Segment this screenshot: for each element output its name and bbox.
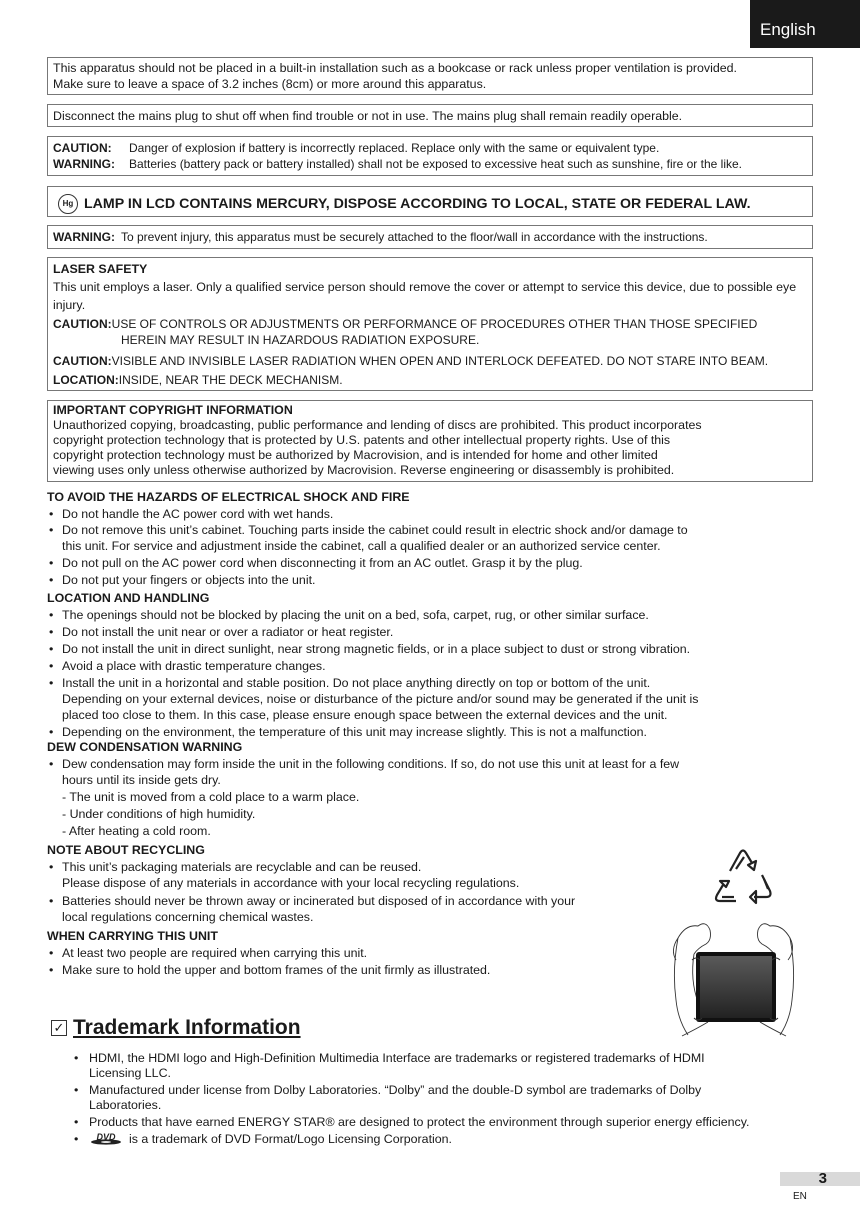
laser-caution2-label: CAUTION: (53, 354, 112, 368)
dew-section (47, 739, 807, 839)
dvd-text: is a trademark of DVD Format/Logo Licensing Corporation. (129, 1132, 452, 1146)
list-item: • DVD is a trademark of DVD Format/Logo Licensing Corporation. (74, 1132, 452, 1146)
item-line: Do not put your fingers or objects into the unit. (62, 573, 316, 587)
item-line: Do not install the unit near or over a radiator or heat register. (62, 625, 394, 639)
list-item: • The openings should not be blocked by placing the unit on a bed, sofa, carpet, rug, or other similar surface. (49, 608, 649, 622)
location-title: LOCATION AND HANDLING (47, 591, 210, 605)
list-item: • Dew condensation may form inside the unit in the following conditions. If so, do not use this unit at least for a few hours until its inside gets dry. - The unit is moved from a cold place to a warm place. - Under conditions of high humidity. - After heating a cold room. (49, 757, 680, 838)
item-line: Licensing LLC. (89, 1066, 171, 1080)
item-line: Do not pull on the AC power cord when disconnecting it from an AC outlet. Grasp it by the plug. (62, 556, 583, 570)
item-line: Do not handle the AC power cord with wet hands. (62, 507, 334, 521)
shock-title: TO AVOID THE HAZARDS OF ELECTRICAL SHOCK AND FIRE (47, 490, 410, 504)
item-line: - After heating a cold room. (62, 824, 211, 838)
list-item: • Do not pull on the AC power cord when disconnecting it from an AC outlet. Grasp it by the plug. (49, 556, 583, 570)
mercury-text: LAMP IN LCD CONTAINS MERCURY, DISPOSE ACCORDING TO LOCAL, STATE OR FEDERAL LAW. (84, 195, 751, 212)
battery-caution-label: CAUTION: (53, 141, 112, 155)
mount-warning (47, 225, 813, 249)
list-item: • Do not install the unit near or over a radiator or heat register. (49, 625, 394, 639)
trademark-list (72, 1051, 814, 1149)
laser-body: This unit employs a laser. Only a qualified service person should remove the cover or attempt to service this device, due to possible eye injury. (53, 280, 797, 312)
item-line: - The unit is moved from a cold place to a warm place. (62, 790, 360, 804)
mercury-notice (47, 186, 813, 217)
trademark-title: Trademark Information (73, 1016, 301, 1039)
item-line: - Under conditions of high humidity. (62, 807, 256, 821)
page-number: 3 (780, 1172, 860, 1186)
copyright-line-3: copyright protection technology must be authorized by Macrovision, and is intended for home and other limited (53, 448, 658, 462)
copyright-line-2: copyright protection technology that is protected by U.S. patents and other intellectual property rights. Use of this (53, 433, 671, 447)
list-item: • Do not remove this unit’s cabinet. Touching parts inside the cabinet could result in electric shock and/or damage to this unit. For service and adjustment inside the cabinet, call a qualified dealer or an authorized service center. (49, 523, 688, 553)
list-item: • Make sure to hold the upper and bottom frames of the unit firmly as illustrated. (49, 963, 491, 977)
list-item: • This unit’s packaging materials are recyclable and can be reused. Please dispose of any materials in accordance with your local recycling regulations. (49, 860, 520, 890)
laser-location-label: LOCATION: (53, 373, 119, 387)
carrying-section (47, 928, 647, 978)
list-item: • Do not handle the AC power cord with wet hands. (49, 507, 334, 521)
item-line: hours until its inside gets dry. (62, 773, 221, 787)
list-item: • HDMI, the HDMI logo and High-Definition Multimedia Interface are trademarks or registered trademarks of HDMI Licensing LLC. (74, 1051, 705, 1080)
mount-warning-text: To prevent injury, this apparatus must be securely attached to the floor/wall in accordance with the instructions. (121, 230, 708, 244)
laser-caution1-label: CAUTION: (53, 317, 112, 331)
mercury-icon: Hg (58, 194, 78, 214)
item-line: Products that have earned ENERGY STAR® are designed to protect the environment through superior energy efficiency. (89, 1115, 750, 1129)
recycle-icon (708, 843, 778, 913)
ventilation-line-2: Make sure to leave a space of 3.2 inches (8cm) or more around this apparatus. (53, 77, 487, 91)
item-line: At least two people are required when carrying this unit. (62, 946, 368, 960)
item-line: Depending on the environment, the temperature of this unit may increase slightly. This is not a malfunction. (62, 725, 647, 739)
item-line: Avoid a place with drastic temperature changes. (62, 659, 326, 673)
page-language: EN (793, 1191, 807, 1202)
battery-notice (47, 136, 813, 176)
recycling-section (47, 842, 667, 925)
dvd-logo-icon (89, 1132, 123, 1145)
carrying-title: WHEN CARRYING THIS UNIT (47, 929, 218, 943)
mains-notice (47, 104, 813, 127)
item-line: Do not remove this unit’s cabinet. Touching parts inside the cabinet could result in electric shock and/or damage to (62, 523, 688, 537)
list-item: • Do not put your fingers or objects into the unit. (49, 573, 316, 587)
item-line: Manufactured under license from Dolby Laboratories. “Dolby” and the double-D symbol are trademarks of Dolby (89, 1083, 702, 1097)
item-line: This unit’s packaging materials are recyclable and can be reused. (62, 860, 422, 874)
battery-caution-text: Danger of explosion if battery is incorrectly replaced. Replace only with the same or equivalent type. (129, 141, 660, 155)
laser-caution2-text: VISIBLE AND INVISIBLE LASER RADIATION WHEN OPEN AND INTERLOCK DEFEATED. DO NOT STARE INTO BEAM. (111, 354, 769, 368)
mount-warning-label: WARNING: (53, 230, 115, 244)
list-item: • Do not install the unit in direct sunlight, near strong magnetic fields, or in a place subject to dust or strong vibration. (49, 642, 691, 656)
item-line: Depending on your external devices, noise or disturbance of the picture and/or sound may be generated if the unit is (62, 692, 699, 706)
item-line: HDMI, the HDMI logo and High-Definition Multimedia Interface are trademarks or registered trademarks of HDMI (89, 1051, 705, 1065)
list-item: • Manufactured under license from Dolby Laboratories. “Dolby” and the double-D symbol are trademarks of Dolby Laboratories. (74, 1083, 702, 1112)
dew-title: DEW CONDENSATION WARNING (47, 740, 243, 754)
checkbox-icon: ✓ (51, 1020, 67, 1036)
item-line: Do not install the unit in direct sunlight, near strong magnetic fields, or in a place subject to dust or strong vibration. (62, 642, 691, 656)
language-tab: English (750, 0, 860, 48)
list-item: • At least two people are required when carrying this unit. (49, 946, 368, 960)
item-line: local regulations concerning chemical wastes. (62, 910, 314, 924)
list-item: • Install the unit in a horizontal and stable position. Do not place anything directly on top or bottom of the unit. Depending on your external devices, noise or disturbance of the picture and/or sound may be generated if the unit is placed too close to them. In this case, please ensure enough space between the external devices and the unit. (49, 676, 699, 722)
copyright-line-4: viewing uses only unless otherwise authorized by Macrovision. Reverse engineering or disassembly is prohibited. (53, 463, 675, 477)
ventilation-line-1: This apparatus should not be placed in a built-in installation such as a bookcase or rack unless proper ventilation is provided. (53, 61, 737, 75)
carrying-illustration (668, 910, 798, 1037)
item-line: Please dispose of any materials in accordance with your local recycling regulations. (62, 876, 520, 890)
laser-location-text: INSIDE, NEAR THE DECK MECHANISM. (118, 373, 343, 387)
shock-section (47, 489, 807, 588)
location-section (47, 590, 807, 740)
list-item: • Avoid a place with drastic temperature changes. (49, 659, 326, 673)
item-line: placed too close to them. In this case, please ensure enough space between the external devices and the unit. (62, 708, 668, 722)
item-line: The openings should not be blocked by placing the unit on a bed, sofa, carpet, rug, or other similar surface. (62, 608, 649, 622)
trademark-heading (51, 1016, 301, 1039)
copyright-info (47, 400, 813, 482)
ventilation-notice (47, 57, 813, 95)
mains-text: Disconnect the mains plug to shut off when find trouble or not in use. The mains plug shall remain readily operable. (53, 109, 683, 123)
laser-caution1-line2: HEREIN MAY RESULT IN HAZARDOUS RADIATION EXPOSURE. (121, 333, 480, 347)
laser-caution1-line1: USE OF CONTROLS OR ADJUSTMENTS OR PERFORMANCE OF PROCEDURES OTHER THAN THOSE SPECIFIED (111, 317, 758, 331)
copyright-line-1: Unauthorized copying, broadcasting, public performance and lending of discs are prohibited. This product incorporates (53, 418, 702, 432)
copyright-title: IMPORTANT COPYRIGHT INFORMATION (53, 403, 293, 417)
item-line: Install the unit in a horizontal and stable position. Do not place anything directly on top or bottom of the unit. (62, 676, 651, 690)
list-item: • Products that have earned ENERGY STAR® are designed to protect the environment through superior energy efficiency. (74, 1115, 750, 1129)
battery-warning-label: WARNING: (53, 157, 115, 171)
laser-safety (47, 257, 813, 391)
recycling-title: NOTE ABOUT RECYCLING (47, 843, 205, 857)
item-line: Dew condensation may form inside the unit in the following conditions. If so, do not use this unit at least for a few (62, 757, 680, 771)
battery-warning-text: Batteries (battery pack or battery installed) shall not be exposed to excessive heat such as sunshine, fire or the like. (129, 157, 742, 171)
dvd-logo-text: DVD (96, 1132, 116, 1142)
list-item: • Batteries should never be thrown away or incinerated but disposed of in accordance with your local regulations concerning chemical wastes. (49, 894, 576, 924)
laser-title: LASER SAFETY (53, 262, 148, 276)
item-line: Make sure to hold the upper and bottom frames of the unit firmly as illustrated. (62, 963, 491, 977)
item-line: Batteries should never be thrown away or incinerated but disposed of in accordance with your (62, 894, 576, 908)
item-line: Laboratories. (89, 1098, 162, 1112)
list-item: • Depending on the environment, the temperature of this unit may increase slightly. This is not a malfunction. (49, 725, 647, 739)
item-line: this unit. For service and adjustment inside the cabinet, call a qualified dealer or an authorized service center. (62, 539, 661, 553)
